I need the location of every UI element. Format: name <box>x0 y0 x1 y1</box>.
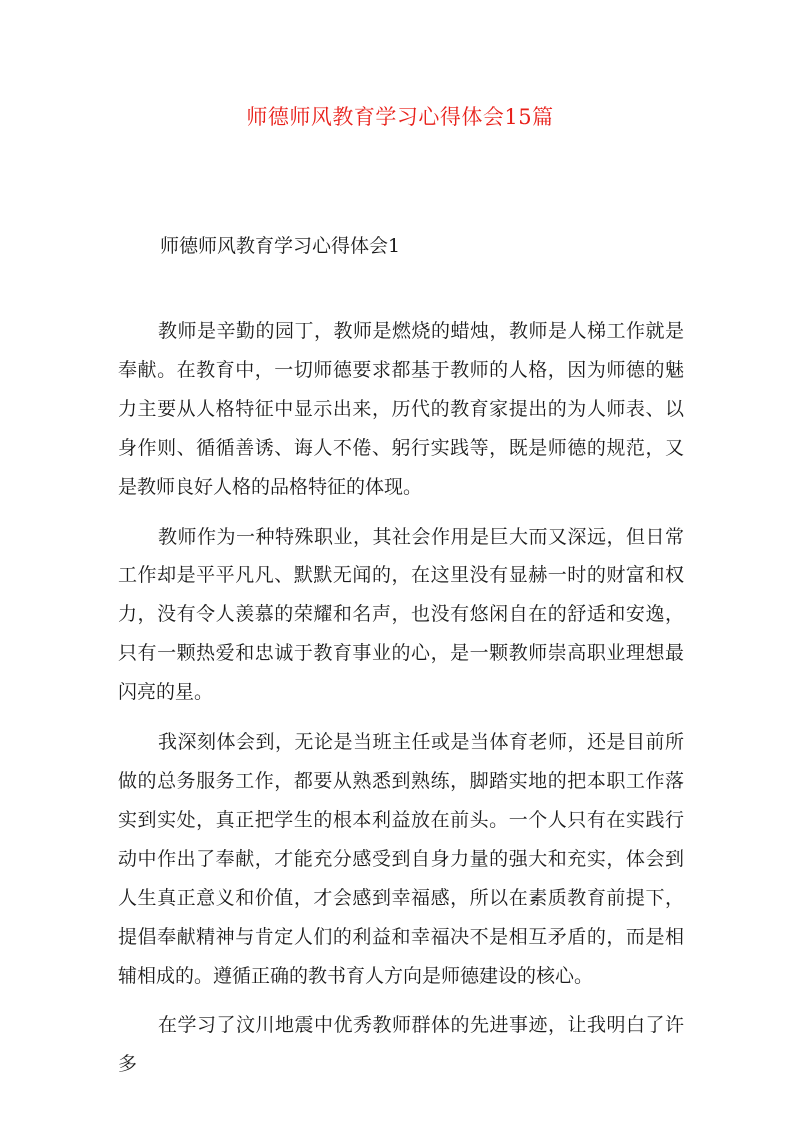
paragraph: 我深刻体会到，无论是当班主任或是当体育老师，还是目前所做的总务服务工作，都要从熟悉到熟练，脚踏实地的把本职工作落实到实处，真正把学生的根本利益放在前头。一个人只有在实践行动中作出了奉献，才能充分感受到自身力量的强大和充实，体会到人生真正意义和价值，才会感到幸福感，所以在素质教育前提下，提倡奉献精神与肯定人们的利益和幸福决不是相互矛盾的，而是相辅相成的。遵循正确的教书育人方向是师德建设的核心。 <box>118 731 684 987</box>
section-heading: 师德师风教育学习心得体会1 <box>160 235 401 257</box>
paragraph: 教师是辛勤的园丁，教师是燃烧的蜡烛，教师是人梯工作就是奉献。在教育中，一切师德要求都基于教师的人格，因为师德的魅力主要从人格特征中显示出来，历代的教育家提出的为人师表、以身作则、循循善诱、诲人不倦、躬行实践等，既是师德的规范，又是教师良好人格的品格特征的体现。 <box>118 320 684 498</box>
document-body <box>118 312 684 1095</box>
document-title: 师德师风教育学习心得体会15篇 <box>246 105 554 129</box>
paragraph: 教师作为一种特殊职业，其社会作用是巨大而又深远，但日常工作却是平平凡凡、默默无闻的，在这里没有显赫一时的财富和权力，没有令人羡慕的荣耀和名声，也没有悠闲自在的舒适和安逸，只有一颗热爱和忠诚于教育事业的心，是一颗教师崇高职业理想最闪亮的星。 <box>118 525 684 704</box>
paragraph: 在学习了汶川地震中优秀教师群体的先进事迹，让我明白了许多 <box>118 1014 684 1076</box>
